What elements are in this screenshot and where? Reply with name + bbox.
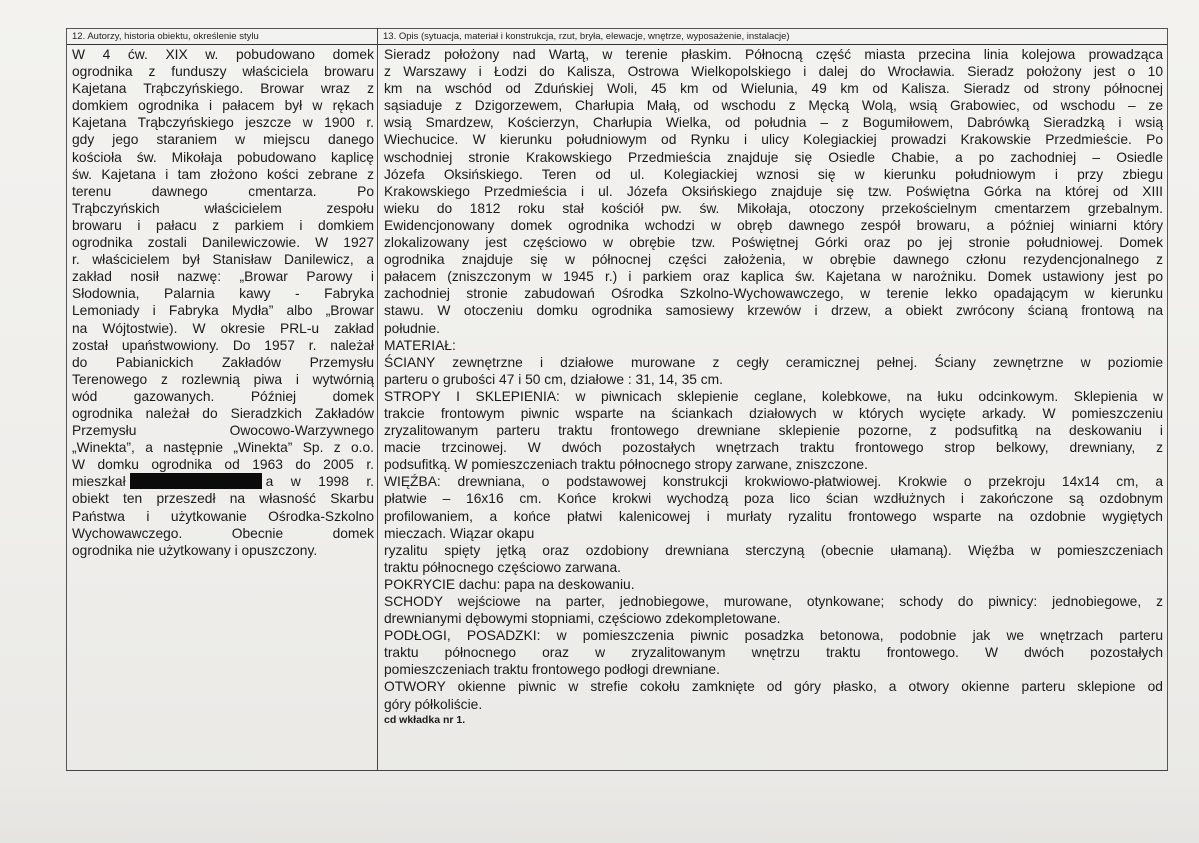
description-text-line: Józefa Oksińskiego. Teren od ul. Kolegiackiej wznosi się w kierunku południowym i przy zbiegu [384, 166, 1163, 182]
description-text-line: traktu północnego oraz w zryzalitowanym wnętrzu traktu frontowego. W dwóch pozostałych [384, 645, 1163, 661]
description-text-line: wschodniej stronie Krakowskiego Przedmieścia znajduje się Osiedle Chabie, a po zachodniej – Osiedle [384, 149, 1163, 165]
description-text-line: PODŁOGI, POSADZKI: w pomieszczenia piwnic posadzka betonowa, podobnie jak we wnętrzach parteru [384, 628, 1163, 644]
description-text-line: mieczach. Wiązar okapu [384, 525, 535, 541]
description-text-line: drewnianymi dębowymi stopniami, częściowo zdekompletowane. [384, 611, 781, 627]
description-column [384, 46, 1163, 728]
description-text-line: parteru o grubości 47 i 50 cm, działowe : 31, 14, 35 cm. [384, 371, 723, 387]
continuation-note: cd wkładka nr 1. [384, 713, 466, 726]
redaction-box [130, 473, 262, 489]
description-text-line: ogrodnika znajduje się w północnej części założenia, w obrębie dawnego członu rezydencjonalnego z [384, 252, 1163, 268]
paper-shading [0, 780, 1199, 843]
history-text-line: kościoła św. Mikołaja pobudowano kaplicę [72, 149, 374, 165]
history-text-line: do Pabianickich Zakładów Przemysłu [72, 354, 374, 370]
history-text-line: browaru i pałacu z parkiem i domkiem [72, 217, 374, 233]
description-text-line: Ewidencjonowany domek ogrodnika wchodzi w obręb dawnego zespół browaru, a później winiarni który [384, 217, 1163, 233]
history-text-line: „Winekta”, a następnie „Winekta” Sp. z o.o. [72, 440, 374, 456]
description-text-line: podsufitką. W pomieszczeniach traktu północnego stropy zarwane, zniszczone. [384, 457, 868, 473]
description-text-line: pałacem (zniszczonym w 1945 r.) i parkiem oraz kaplica św. Kajetana w narożniku. Domek ustawiony jest po [384, 269, 1163, 285]
description-text-line: macie trzcinowej. W dwóch pozostałych wnętrzach traktu frontowego strop belkowy, drewniany, z [384, 440, 1163, 456]
description-text-line: POKRYCIE dachu: papa na deskowaniu. [384, 576, 635, 592]
history-text-line: Przemysłu Owocowo-Warzywnego [72, 423, 374, 439]
redacted-line-end: a w 1998 r. [265, 474, 374, 490]
description-text-line: południe. [384, 320, 441, 336]
description-text-line: zlokalizowany jest częściowo w obrębie tzw. Poświętnej Górki oraz po jej stronie południowej. Domek [384, 235, 1163, 251]
description-text-line: zryzalitowanym parteru traktu frontowego drewniane sklepienie pozorne, z podsufitką na deskowaniu i [384, 423, 1163, 439]
description-text-line: STROPY I SKLEPIENIA: w piwnicach sklepienie ceglane, kolebkowe, na łuku odcinkowym. Sklepienia w [384, 388, 1163, 404]
description-text-line: WIĘŹBA: drewniana, o podstawowej konstrukcji krokwiowo-płatwiowej. Krokwie o przekroju 14x14 cm, a [384, 474, 1163, 490]
history-column [72, 46, 374, 559]
description-text-line: góry półkoliście. [384, 696, 483, 712]
history-text-line: św. Kajetana i tam złożono kości zebrane z [72, 166, 374, 182]
description-text-line: z Warszawy i Łodzi do Kalisza, Ostrowa Wielkopolskiego i dalej do Wrocławia. Sieradz położony jest o 10 [384, 64, 1163, 80]
history-text-line: domkiem ogrodnika i pałacem był w rękach [72, 98, 374, 114]
description-text-line: trakcie frontowym piwnic wsparte na ściankach działowych w których wycięte arkady. W pomieszczeniu [384, 405, 1163, 421]
header-description: 13. Opis (sytuacja, materiał i konstrukcja, rzut, bryła, elewacje, wnętrze, wyposażenie, instalacje) [383, 31, 790, 42]
history-text-line: na Wójtostwie). W okresie PRL-u zakład [72, 320, 374, 336]
history-text-line: Trąbczyńskich właścicielem zespołu [72, 200, 374, 216]
description-text-line: km na wschód od Zduńskiej Woli, 45 km od Wielunia, 49 km od Kalisza. Sieradz od strony północnej [384, 81, 1163, 97]
description-text-line: wieku do 1812 roku stał kościół pw. św. Mikołaja, otoczony przekościelnym cmentarzem grzebalnym. [384, 200, 1163, 216]
history-text-line: ogrodnika należał do Sieradzkich Zakładów [72, 405, 374, 421]
history-text-line: Terenowego z rozlewnią piwa i wytwórnią [72, 371, 374, 387]
history-text-line: ogrodnika zostali Danilewiczowie. W 1927 [72, 235, 374, 251]
redacted-line-start: mieszkał [72, 474, 126, 490]
description-text-line: profilowaniem, a końce płatwi kalenicowej i murłaty ryzalitu frontowego wsparte na ozdobnie wygiętych [384, 508, 1163, 524]
description-text-line: MATERIAŁ: [384, 337, 456, 353]
description-text-line: stawu. W otoczeniu domku ogrodnika samosiewy krzewów i drzew, a obiekt zwrócony ścianą frontową na [384, 303, 1163, 319]
history-text-line: Wychowawczego. Obecnie domek [72, 525, 374, 541]
history-text-line: ogrodnika z funduszy właściciela browaru [72, 64, 374, 80]
history-text-line: Państwa i użytkowanie Ośrodka-Szkolno [72, 508, 374, 524]
description-text-line: wsią Smardzew, Kościerzyn, Charłupia Wielka, od południa – z Bogumiłowem, Dabrówką Sieradzką i wsią [384, 115, 1163, 131]
history-text-line-redacted [72, 473, 374, 490]
description-text-line: ŚCIANY zewnętrzne i działowe murowane z cegły ceramicznej pełnej. Ściany zewnętrzne w poziomie [384, 354, 1163, 370]
description-text-line: OTWORY okienne piwnic w strefie cokołu zamknięte od góry płasko, a otwory okienne parteru sklepione od [384, 679, 1163, 695]
history-text-line: Kajetana Trąbczyńskiego. Browar wraz z [72, 81, 374, 97]
history-text-line: Lemoniady i Fabryka Mydła” albo „Browar [72, 303, 374, 319]
history-text-line: obiekt ten przeszedł na własność Skarbu [72, 491, 374, 507]
description-text-line: sąsiaduje z Dzigorzewem, Charłupia Małą, od wschodu z Męcką Wolą, wsią Grabowiec, od wschodu – ze [384, 98, 1163, 114]
history-text-line: zakład nosił nazwę: „Browar Parowy i [72, 269, 374, 285]
history-text-line: został upaństwowiony. Do 1957 r. należał [72, 337, 374, 353]
history-text-line: wód gazowanych. Później domek [72, 388, 374, 404]
history-text-line: terenu dawnego cmentarza. Po [72, 183, 374, 199]
description-text-line: Sieradz położony nad Wartą, w terenie płaskim. Północną część miasta przecina linia kolejowa prowadząca [384, 47, 1163, 62]
description-text-line: płatwie – 16x16 cm. Końce krokwi wychodzą poza lico ścian wzdłużnych i zakończone są ozdobnym [384, 491, 1163, 507]
description-text-line: Wiechucice. W kierunku południowym od Rynku i ulicy Kolegiackiej prowadzi Krakowskie Przedmieście. Po [384, 132, 1163, 148]
description-text-line: pomieszczeniach traktu frontowego podłogi drewniane. [384, 662, 720, 678]
history-text-line: r. właścicielem był Stanisław Danilewicz, a [72, 252, 374, 268]
history-text-line: Kajetana Trąbczyńskiego jeszcze w 1900 r. [72, 115, 374, 131]
history-text-line: gdy jego staraniem w miejscu danego [72, 132, 374, 148]
history-text-line: ogrodnika nie użytkowany i opuszczony. [72, 542, 318, 558]
history-text-line: W 4 ćw. XIX w. pobudowano domek [72, 47, 374, 62]
history-text-line: Słodownia, Palarnia kawy - Fabryka [72, 286, 374, 302]
description-text-line: traktu północnego częściowo zarwana. [384, 559, 621, 575]
description-text-line: ryzalitu spięty jętką oraz ozdobiony drewniana sterczyną (obecnie ułamaną). Więźba w pomieszczeniach [384, 542, 1163, 558]
header-authors-history: 12. Autorzy, historia obiektu, określenie stylu [72, 31, 259, 42]
description-text-line: SCHODY wejściowe na parter, jednobiegowe, murowane, otynkowane; schody do piwnicy: jednobiegowe, z [384, 594, 1163, 609]
history-text-line: W domku ogrodnika od 1963 do 2005 r. [72, 457, 374, 473]
description-text-line: zachodniej stronie zabudowań Ośrodka Szkolno-Wychowawczego, w terenie lekko opadającym w kierunku [384, 286, 1163, 302]
description-text-line: Krakowskiego Przedmieścia i ul. Józefa Oksińskiego znajduje się tzw. Poświętna Górka na której od XIII [384, 183, 1163, 199]
